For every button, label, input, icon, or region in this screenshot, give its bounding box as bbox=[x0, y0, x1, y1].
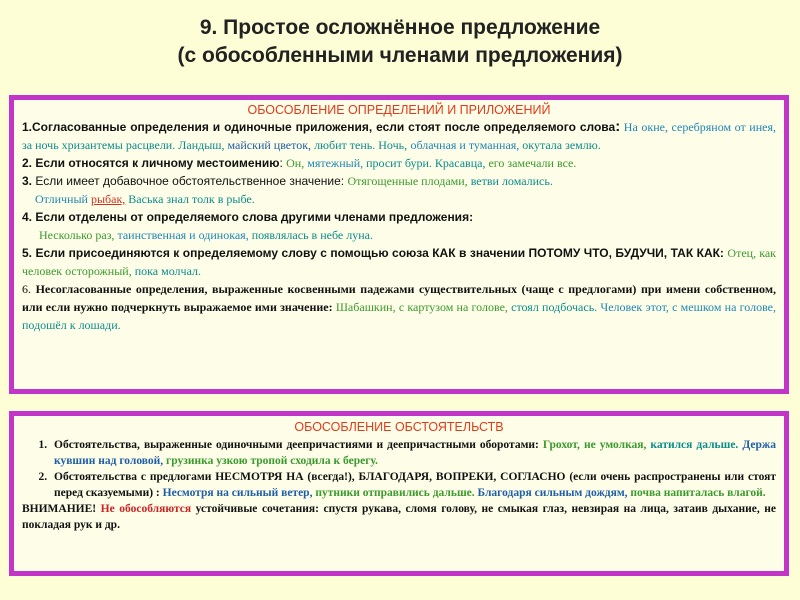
rule-2-example-4: его замечали все. bbox=[485, 156, 577, 170]
item-2-example-3: Благодаря сильным дождям, bbox=[474, 487, 628, 499]
item-1-example-1: Грохот, не умолкая, bbox=[542, 439, 647, 451]
attention-note bbox=[22, 501, 776, 533]
rule-4-example-3: появлялась в небе луна. bbox=[248, 228, 373, 242]
rule-1-colon: : bbox=[615, 118, 621, 135]
rule-5-example-1: Отец, как человек осторожный, bbox=[22, 246, 776, 278]
rule-2-example-3: просит бури. Красавца, bbox=[363, 156, 486, 170]
rule-3-text: Если имеет добавочное обстоятельственное значение: bbox=[32, 174, 348, 188]
rule-4-examples bbox=[22, 226, 776, 244]
rule-3-example-1: Отягощенные плодами, bbox=[347, 174, 468, 188]
title-line-1: 9. Простое осложнённое предложение bbox=[199, 16, 601, 39]
rule-1-example-6: окутала землю. bbox=[519, 138, 601, 152]
item-1-text: Обстоятельства, выраженные одиночными деепричастиями и деепричастными оборотами: bbox=[54, 439, 543, 451]
rule-6 bbox=[22, 280, 776, 334]
list-item bbox=[50, 469, 776, 501]
definitions-panel bbox=[9, 95, 789, 394]
rule-5-example-2: пока молчал. bbox=[131, 264, 201, 278]
item-2-example-1: Несмотря на сильный ветер, bbox=[162, 487, 313, 499]
rule-4-example-1: Несколько раз, bbox=[39, 228, 115, 242]
circumstances-list bbox=[22, 437, 776, 501]
rule-6-example-3: Человек этот, с мешком на голове, bbox=[597, 300, 776, 314]
item-1-example-2: катился дальше. bbox=[646, 439, 739, 451]
rule-6-text: Несогласованные определения, выраженные косвенными падежами существительных (чаще с предлогами) при имени собственном, или если нужно подчеркнуть выражаемое ими значение: bbox=[22, 282, 776, 314]
rule-4-example-2: таинственная и одинокая, bbox=[114, 228, 249, 242]
rule-4-text: 4. Если отделены от определяемого слова другими членами предложения: bbox=[22, 210, 474, 224]
item-1-example-3: Держа кувшин над головой, bbox=[54, 439, 776, 467]
item-2-example-2: путники отправились дальше. bbox=[312, 487, 475, 499]
rule-1-example-1: На окне, серебряном от инея, bbox=[620, 120, 776, 134]
rule-6-number: 6. bbox=[22, 282, 31, 296]
rule-3b-example-2: Васька знал толк в рыбе. bbox=[125, 192, 255, 206]
rule-5 bbox=[22, 244, 776, 280]
rule-6-example-1: Шабашкин, с картузом на голове, bbox=[335, 300, 508, 314]
item-2-example-4: почва напиталась влагой. bbox=[627, 487, 766, 499]
item-2-text: Обстоятельства с предлогами НЕСМОТРЯ НА (всегда!), БЛАГОДАРЯ, ВОПРЕКИ, СОГЛАСНО (если очень распространены или стоят перед сказуемыми) : bbox=[54, 471, 776, 499]
rule-1-example-4: любит тень. Ночь, bbox=[311, 138, 408, 152]
rule-3b-example-1: Отличный bbox=[35, 192, 91, 206]
rule-6-example-2: стоял подбочась. bbox=[507, 300, 598, 314]
list-item bbox=[50, 437, 776, 469]
attention-text: устойчивые сочетания: спустя рукава, сломя голову, не смыкая глаз, невзирая на лица, затаив дыхание, не покладая рук и др. bbox=[22, 503, 776, 531]
rule-1 bbox=[22, 118, 776, 154]
rule-6-example-4: подошёл к лошади. bbox=[22, 318, 121, 332]
rule-3b-highlight: рыбак, bbox=[90, 192, 126, 206]
rule-3 bbox=[22, 172, 776, 190]
attention-label: ВНИМАНИЕ! bbox=[22, 503, 97, 515]
rule-3-extra bbox=[22, 190, 776, 208]
rule-1-example-2: за ночь хризантемы расцвели. Ландыш, bbox=[22, 138, 225, 152]
title-line-2: (с обособленными членами предложения) bbox=[177, 44, 623, 67]
rule-2-colon: : bbox=[279, 156, 287, 170]
rule-2 bbox=[22, 154, 776, 172]
rule-3-number: 3. bbox=[22, 174, 33, 188]
rule-2-text: 2. Если относятся к личному местоимению bbox=[22, 156, 280, 170]
rule-1-example-3: майский цветок, bbox=[224, 138, 312, 152]
rule-2-example-1: Он, bbox=[286, 156, 305, 170]
definitions-header: ОБОСОБЛЕНИЕ ОПРЕДЕЛЕНИЙ И ПРИЛОЖЕНИЙ bbox=[247, 103, 551, 117]
attention-highlight: Не обособляются bbox=[96, 503, 192, 515]
item-1-example-4: грузинка узкою тропой сходила к берегу. bbox=[163, 455, 378, 467]
rule-1-text: 1.Согласованные определения и одиночные приложения, если стоят после определяемого слова bbox=[22, 120, 616, 134]
rule-4 bbox=[22, 208, 776, 226]
slide-title bbox=[0, 14, 800, 70]
rule-1-example-5: облачная и туманная, bbox=[410, 138, 520, 152]
circumstances-header: ОБОСОБЛЕНИЕ ОБСТОЯТЕЛЬСТВ bbox=[294, 420, 504, 434]
circumstances-panel bbox=[9, 411, 789, 576]
rule-3-example-2: ветви ломались. bbox=[467, 174, 553, 188]
rule-2-example-2: мятежный, bbox=[304, 156, 364, 170]
rule-5-text: 5. Если присоединяются к определяемому слову с помощью союза КАК в значении ПОТОМУ ЧТО, БУДУЧИ, ТАК КАК: bbox=[22, 246, 728, 260]
